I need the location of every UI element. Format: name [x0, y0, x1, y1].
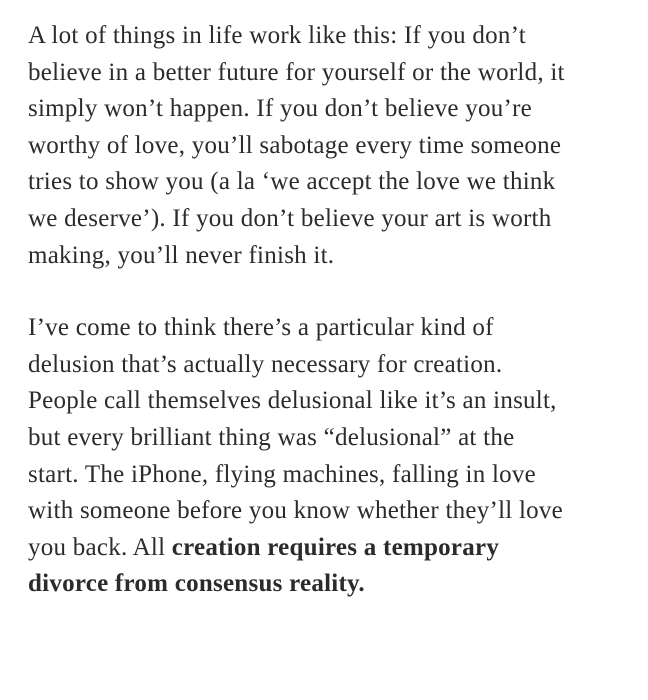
paragraph-belief — [28, 18, 640, 274]
text-line: tries to show you (a la ‘we accept the love we think — [28, 168, 556, 196]
emphasis-text-line: divorce from consensus reality. — [28, 570, 365, 598]
article-body — [28, 18, 640, 603]
text-line: I’ve come to think there’s a particular kind of — [28, 314, 494, 342]
text-line: delusion that’s actually necessary for creation. — [28, 350, 503, 378]
text-line: A lot of things in life work like this: If you don’t — [28, 22, 526, 49]
text-plain: you back. All — [28, 533, 172, 561]
text-line: we deserve’). If you don’t believe your art is worth — [28, 204, 552, 232]
text-line: simply won’t happen. If you don’t believe you’re — [28, 95, 533, 123]
text-line: People call themselves delusional like it’s an insult, — [28, 387, 557, 415]
text-line: worthy of love, you’ll sabotage every time someone — [28, 131, 562, 159]
text-line: making, you’ll never finish it. — [28, 241, 335, 269]
text-line: but every brilliant thing was “delusional” at the — [28, 423, 515, 451]
emphasis-text: creation requires a temporary — [171, 533, 500, 561]
text-line-mixed — [28, 530, 640, 567]
paragraph-delusion — [28, 310, 640, 603]
text-line: believe in a better future for yourself or the world, it — [28, 58, 565, 86]
text-line: with someone before you know whether they’ll love — [28, 497, 564, 525]
text-line: start. The iPhone, flying machines, falling in love — [28, 460, 537, 488]
